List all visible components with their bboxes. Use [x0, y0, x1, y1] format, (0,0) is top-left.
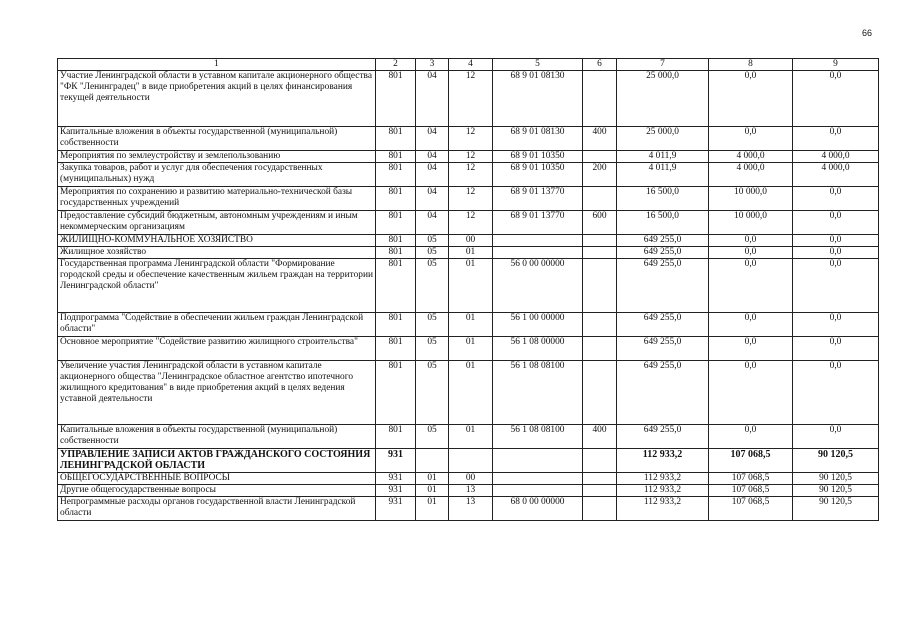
amount-col-7: 649 255,0: [617, 425, 709, 449]
amount-col-7: 4 011,9: [617, 163, 709, 187]
code-pr: 01: [449, 361, 493, 425]
table-row: [58, 235, 879, 247]
code-pr: 13: [449, 497, 493, 521]
column-header: 5: [493, 59, 583, 71]
table-row: [58, 247, 879, 259]
row-name: Непрограммные расходы органов государственной власти Ленинградской области: [58, 497, 376, 521]
code-csr: 56 1 08 08100: [493, 361, 583, 425]
amount-col-9: 0,0: [793, 211, 879, 235]
code-rz: 04: [416, 127, 449, 151]
amount-col-8: 107 068,5: [709, 449, 793, 473]
code-pr: 01: [449, 259, 493, 313]
column-header: 7: [617, 59, 709, 71]
code-vr: [583, 361, 617, 425]
table-row: [58, 151, 879, 163]
amount-col-9: 90 120,5: [793, 449, 879, 473]
column-header: 4: [449, 59, 493, 71]
row-name: Другие общегосударственные вопросы: [58, 485, 376, 497]
row-name: Жилищное хозяйство: [58, 247, 376, 259]
code-pr: 12: [449, 211, 493, 235]
code-pr: 00: [449, 235, 493, 247]
table-row: [58, 337, 879, 361]
amount-col-7: 16 500,0: [617, 211, 709, 235]
amount-col-9: 0,0: [793, 71, 879, 127]
code-gr: 801: [376, 235, 416, 247]
code-csr: 56 1 08 00000: [493, 337, 583, 361]
code-vr: 400: [583, 127, 617, 151]
amount-col-7: 649 255,0: [617, 247, 709, 259]
code-rz: 05: [416, 361, 449, 425]
code-vr: [583, 449, 617, 473]
code-csr: 56 0 00 00000: [493, 259, 583, 313]
amount-col-7: 112 933,2: [617, 473, 709, 485]
column-header: 6: [583, 59, 617, 71]
row-name: Капитальные вложения в объекты государственной (муниципальной) собственности: [58, 425, 376, 449]
row-name: Предоставление субсидий бюджетным, автономным учреждениям и иным некоммерческим организациям: [58, 211, 376, 235]
code-vr: [583, 313, 617, 337]
amount-col-9: 0,0: [793, 313, 879, 337]
amount-col-8: 0,0: [709, 71, 793, 127]
amount-col-8: 0,0: [709, 425, 793, 449]
row-name: Капитальные вложения в объекты государственной (муниципальной) собственности: [58, 127, 376, 151]
code-vr: [583, 235, 617, 247]
amount-col-8: 10 000,0: [709, 187, 793, 211]
row-name: Подпрограмма "Содействие в обеспечении жильем граждан Ленинградской области": [58, 313, 376, 337]
amount-col-8: 107 068,5: [709, 473, 793, 485]
amount-col-8: 0,0: [709, 259, 793, 313]
code-rz: 05: [416, 337, 449, 361]
code-vr: [583, 259, 617, 313]
code-gr: 931: [376, 485, 416, 497]
amount-col-9: 0,0: [793, 187, 879, 211]
amount-col-7: 649 255,0: [617, 337, 709, 361]
column-header: 1: [58, 59, 376, 71]
amount-col-7: 649 255,0: [617, 313, 709, 337]
code-vr: [583, 473, 617, 485]
code-csr: 56 1 08 08100: [493, 425, 583, 449]
code-vr: [583, 337, 617, 361]
row-name: Мероприятия по сохранению и развитию материально-технической базы государственных учреждений: [58, 187, 376, 211]
amount-col-7: 649 255,0: [617, 361, 709, 425]
code-pr: 12: [449, 151, 493, 163]
amount-col-7: 649 255,0: [617, 235, 709, 247]
row-name: ЖИЛИЩНО-КОММУНАЛЬНОЕ ХОЗЯЙСТВО: [58, 235, 376, 247]
code-csr: [493, 449, 583, 473]
code-gr: 801: [376, 313, 416, 337]
code-gr: 801: [376, 425, 416, 449]
amount-col-9: 0,0: [793, 235, 879, 247]
table-row: [58, 71, 879, 127]
code-csr: [493, 473, 583, 485]
code-gr: 931: [376, 449, 416, 473]
code-gr: 931: [376, 497, 416, 521]
code-csr: 68 0 00 00000: [493, 497, 583, 521]
table-row: [58, 449, 879, 473]
amount-col-9: 90 120,5: [793, 473, 879, 485]
code-pr: 01: [449, 425, 493, 449]
amount-col-8: 0,0: [709, 361, 793, 425]
amount-col-9: 4 000,0: [793, 151, 879, 163]
table-row: [58, 473, 879, 485]
table-row: [58, 485, 879, 497]
amount-col-7: 112 933,2: [617, 497, 709, 521]
amount-col-9: 4 000,0: [793, 163, 879, 187]
table-row: [58, 259, 879, 313]
code-vr: [583, 187, 617, 211]
budget-table: [57, 58, 879, 521]
code-rz: 04: [416, 187, 449, 211]
row-name: Закупка товаров, работ и услуг для обеспечения государственных (муниципальных) нужд: [58, 163, 376, 187]
table-row: [58, 163, 879, 187]
amount-col-8: 0,0: [709, 247, 793, 259]
code-vr: [583, 151, 617, 163]
table-row: [58, 127, 879, 151]
table-row: [58, 313, 879, 337]
code-pr: 01: [449, 247, 493, 259]
amount-col-8: 107 068,5: [709, 485, 793, 497]
column-header: 8: [709, 59, 793, 71]
code-gr: 801: [376, 259, 416, 313]
code-csr: 68 9 01 08130: [493, 71, 583, 127]
table-row: [58, 211, 879, 235]
code-vr: [583, 497, 617, 521]
amount-col-9: 0,0: [793, 259, 879, 313]
code-rz: 04: [416, 211, 449, 235]
amount-col-7: 16 500,0: [617, 187, 709, 211]
code-rz: 05: [416, 425, 449, 449]
row-name: Увеличение участия Ленинградской области в уставном капитале акционерного общества "Ленинградское областное агентство ипотечного жилищного кредитования" в виде приобретения акций в целях ведения уставной деятельности: [58, 361, 376, 425]
code-pr: 12: [449, 187, 493, 211]
code-rz: 01: [416, 485, 449, 497]
amount-col-8: 10 000,0: [709, 211, 793, 235]
code-gr: 801: [376, 361, 416, 425]
code-csr: 68 9 01 10350: [493, 151, 583, 163]
amount-col-8: 107 068,5: [709, 497, 793, 521]
amount-col-7: 4 011,9: [617, 151, 709, 163]
table-row: [58, 425, 879, 449]
row-name: Мероприятия по землеустройству и землепользованию: [58, 151, 376, 163]
code-csr: [493, 247, 583, 259]
code-vr: [583, 247, 617, 259]
column-header: 2: [376, 59, 416, 71]
code-rz: 01: [416, 473, 449, 485]
code-vr: [583, 485, 617, 497]
amount-col-7: 112 933,2: [617, 485, 709, 497]
code-gr: 931: [376, 473, 416, 485]
code-pr: 00: [449, 473, 493, 485]
amount-col-9: 90 120,5: [793, 497, 879, 521]
row-name: Участие Ленинградской области в уставном капитале акционерного общества "ФК "Ленинградец" в виде приобретения акций в целях финансирования текущей деятельности: [58, 71, 376, 127]
code-vr: 200: [583, 163, 617, 187]
column-header: 3: [416, 59, 449, 71]
code-csr: [493, 485, 583, 497]
code-gr: 801: [376, 71, 416, 127]
code-rz: 05: [416, 247, 449, 259]
amount-col-7: 25 000,0: [617, 127, 709, 151]
row-name: Государственная программа Ленинградской области "Формирование городской среды и обеспечение качественным жильем граждан на территории Ленинградской области": [58, 259, 376, 313]
code-pr: 13: [449, 485, 493, 497]
code-rz: 04: [416, 151, 449, 163]
amount-col-9: 0,0: [793, 247, 879, 259]
code-pr: 12: [449, 127, 493, 151]
code-csr: 68 9 01 13770: [493, 187, 583, 211]
amount-col-8: 0,0: [709, 313, 793, 337]
row-name: Основное мероприятие "Содействие развитию жилищного строительства": [58, 337, 376, 361]
code-gr: 801: [376, 163, 416, 187]
row-name: УПРАВЛЕНИЕ ЗАПИСИ АКТОВ ГРАЖДАНСКОГО СОСТОЯНИЯ ЛЕНИНГРАДСКОЙ ОБЛАСТИ: [58, 449, 376, 473]
amount-col-7: 25 000,0: [617, 71, 709, 127]
code-pr: [449, 449, 493, 473]
amount-col-8: 4 000,0: [709, 151, 793, 163]
code-pr: 12: [449, 163, 493, 187]
code-csr: 68 9 01 10350: [493, 163, 583, 187]
code-gr: 801: [376, 337, 416, 361]
code-pr: 01: [449, 313, 493, 337]
row-name: ОБЩЕГОСУДАРСТВЕННЫЕ ВОПРОСЫ: [58, 473, 376, 485]
code-vr: 400: [583, 425, 617, 449]
code-gr: 801: [376, 247, 416, 259]
code-gr: 801: [376, 127, 416, 151]
code-vr: [583, 71, 617, 127]
amount-col-9: 0,0: [793, 127, 879, 151]
code-gr: 801: [376, 211, 416, 235]
code-csr: 68 9 01 13770: [493, 211, 583, 235]
amount-col-7: 649 255,0: [617, 259, 709, 313]
amount-col-9: 0,0: [793, 337, 879, 361]
code-rz: 01: [416, 497, 449, 521]
table-row: [58, 497, 879, 521]
page-number: 66: [862, 28, 873, 38]
amount-col-8: 0,0: [709, 127, 793, 151]
column-header: 9: [793, 59, 879, 71]
code-pr: 12: [449, 71, 493, 127]
code-rz: [416, 449, 449, 473]
code-rz: 04: [416, 71, 449, 127]
amount-col-7: 112 933,2: [617, 449, 709, 473]
amount-col-8: 4 000,0: [709, 163, 793, 187]
code-rz: 05: [416, 235, 449, 247]
code-rz: 05: [416, 313, 449, 337]
code-csr: 56 1 00 00000: [493, 313, 583, 337]
amount-col-9: 0,0: [793, 425, 879, 449]
amount-col-9: 90 120,5: [793, 485, 879, 497]
code-csr: [493, 235, 583, 247]
amount-col-8: 0,0: [709, 235, 793, 247]
code-pr: 01: [449, 337, 493, 361]
code-vr: 600: [583, 211, 617, 235]
code-gr: 801: [376, 151, 416, 163]
amount-col-9: 0,0: [793, 361, 879, 425]
code-rz: 04: [416, 163, 449, 187]
code-csr: 68 9 01 08130: [493, 127, 583, 151]
table-row: [58, 187, 879, 211]
code-gr: 801: [376, 187, 416, 211]
code-rz: 05: [416, 259, 449, 313]
table-row: [58, 361, 879, 425]
table-header-row: [58, 59, 879, 71]
amount-col-8: 0,0: [709, 337, 793, 361]
